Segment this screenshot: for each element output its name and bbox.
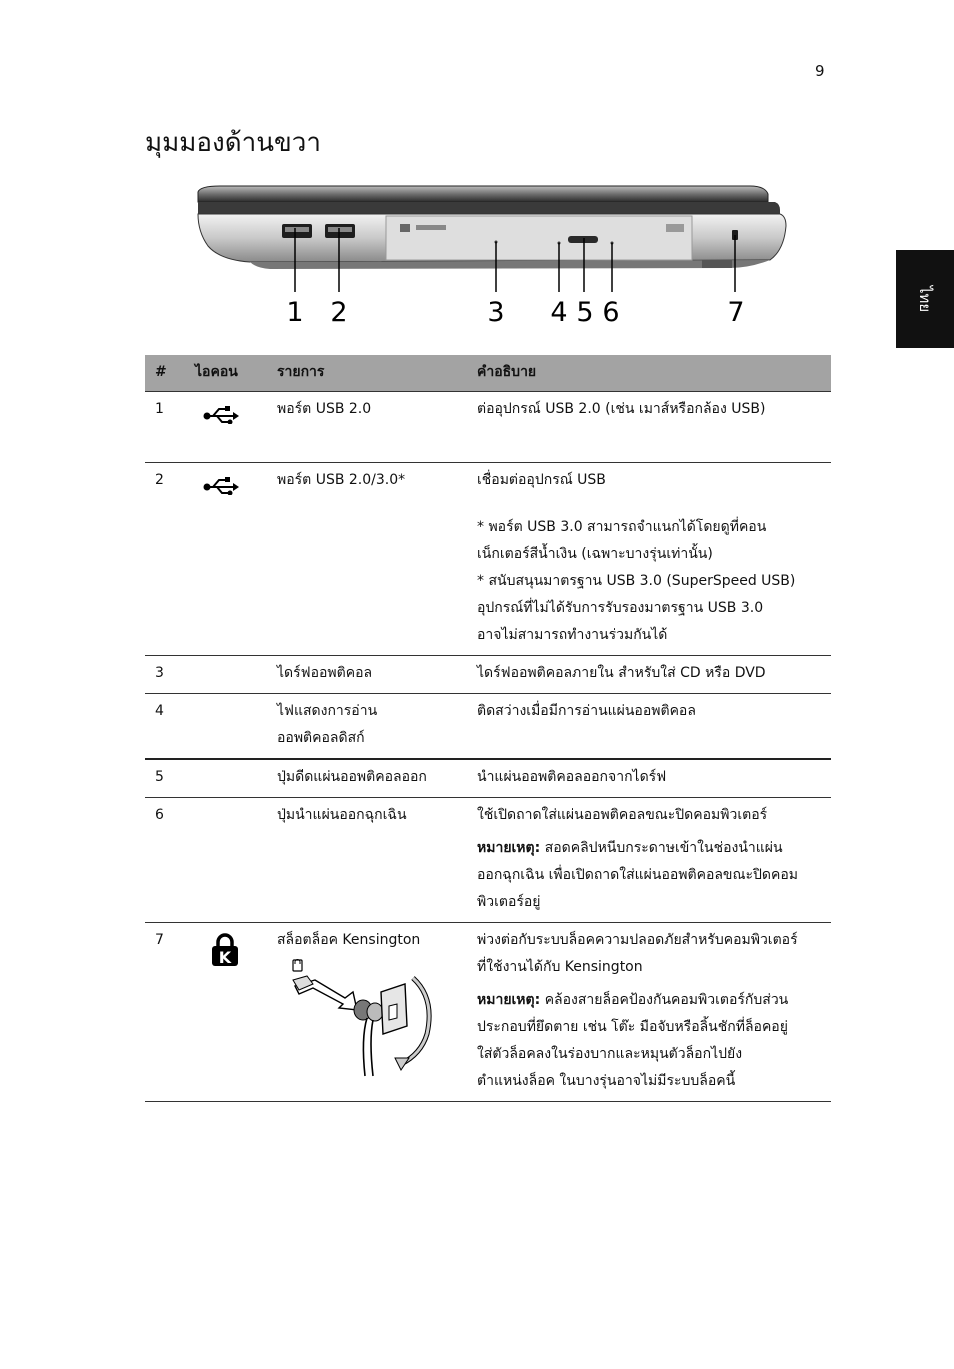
row-description: ที่ใช้งานได้กับ Kensington xyxy=(477,958,643,975)
row-footnote-line: * สนับสนุนมาตรฐาน USB 3.0 (SuperSpeed USB) xyxy=(477,572,796,589)
note-text: ประกอบที่ยึดตาย เช่น โต๊ะ มือจับหรือลิ้นชักที่ล็อคอยู่ xyxy=(477,1018,788,1035)
note-text: คล้องสายล็อคป้องกันคอมพิวเตอร์กับส่วน xyxy=(544,991,789,1008)
header-icon: ไอคอน xyxy=(185,355,267,391)
table-row xyxy=(145,797,831,922)
row-item-line: ออพติคอลดิสก์ xyxy=(277,729,365,746)
row-item: พอร์ต USB 2.0/3.0* xyxy=(267,462,467,655)
row-number: 5 xyxy=(145,759,185,798)
row-item: สล็อตล็อค Kensington xyxy=(277,931,421,948)
note-text: พิวเตอร์อยู่ xyxy=(477,893,541,910)
callout-4: 4 xyxy=(550,297,568,328)
row-number: 7 xyxy=(145,922,185,1101)
callout-7: 7 xyxy=(727,297,745,328)
header-number: # xyxy=(145,355,185,391)
note-text: ออกฉุกเฉิน เพื่อเปิดถาดใส่แผ่นออพติคอลขณะปิดคอม xyxy=(477,866,798,883)
row-footnote-line: * พอร์ต USB 3.0 สามารถจำแนกได้โดยดูที่คอน xyxy=(477,518,767,535)
usb-icon xyxy=(203,475,239,495)
table-row xyxy=(145,759,831,798)
table-row xyxy=(145,391,831,462)
header-description: คำอธิบาย xyxy=(467,355,831,391)
row-item: ปุ่มดีดแผ่นออพติคอลออก xyxy=(267,759,467,798)
kensington-lock-icon xyxy=(211,933,239,967)
row-footnote-line: อุปกรณ์ที่ไม่ได้รับการรับรองมาตรฐาน USB 3.0 xyxy=(477,599,764,616)
table-row xyxy=(145,693,831,759)
laptop-right-side-illustration xyxy=(190,180,790,330)
row-description: พ่วงต่อกับระบบล็อคความปลอดภัยสำหรับคอมพิวเตอร์ xyxy=(477,931,798,948)
kensington-lock-illustration-icon xyxy=(277,958,447,1078)
page-number: 9 xyxy=(815,62,825,80)
row-note xyxy=(477,987,821,1014)
usb-icon xyxy=(203,404,239,424)
callout-3: 3 xyxy=(487,297,505,328)
row-number: 6 xyxy=(145,797,185,922)
row-item: พอร์ต USB 2.0 xyxy=(267,391,467,462)
callout-6: 6 xyxy=(602,297,620,328)
table-row xyxy=(145,655,831,693)
row-description: ใช้เปิดถาดใส่แผ่นออพติคอลขณะปิดคอมพิวเตอร์ xyxy=(477,806,768,823)
row-description: ติดสว่างเมื่อมีการอ่านแผ่นออพติคอล xyxy=(477,702,696,719)
callout-5: 5 xyxy=(576,297,594,328)
row-item: ปุ่มนำแผ่นออกฉุกเฉิน xyxy=(267,797,467,922)
row-number: 4 xyxy=(145,693,185,759)
callout-2: 2 xyxy=(330,297,348,328)
note-label: หมายเหตุ: xyxy=(477,991,541,1008)
note-text: สอดคลิปหนีบกระดาษเข้าในช่องนำแผ่น xyxy=(544,839,783,856)
language-tab-label: ไทย xyxy=(915,285,934,313)
table-row xyxy=(145,462,831,655)
row-footnote-line: เน็กเตอร์สีน้ำเงิน (เฉพาะบางรุ่นเท่านั้น) xyxy=(477,545,713,562)
row-description: เชื่อมต่ออุปกรณ์ USB xyxy=(477,471,606,488)
row-description: ไดร์ฟออพติคอลภายใน สำหรับใส่ CD หรือ DVD xyxy=(477,664,766,681)
note-text: ใส่ตัวล็อคลงในร่องบากและหมุนตัวล็อกไปยัง xyxy=(477,1045,743,1062)
row-item-line: ไฟแสดงการอ่าน xyxy=(277,702,378,719)
row-number: 2 xyxy=(145,462,185,655)
row-number: 3 xyxy=(145,655,185,693)
note-text: ตำแหน่งล็อค ในบางรุ่นอาจไม่มีระบบล็อคนี้ xyxy=(477,1072,736,1089)
language-tab xyxy=(896,250,954,348)
laptop-right-side-figure xyxy=(190,180,790,330)
header-item: รายการ xyxy=(267,355,467,391)
svg-text:K: K xyxy=(218,947,232,967)
ports-table xyxy=(145,355,831,1102)
page-title: มุมมองด้านขวา xyxy=(145,128,321,158)
table-header-row xyxy=(145,355,831,391)
callout-1: 1 xyxy=(286,297,304,328)
row-item: ไดร์ฟออพติคอล xyxy=(267,655,467,693)
row-footnote-line: อาจไม่สามารถทำงานร่วมกันได้ xyxy=(477,626,668,643)
row-description: นำแผ่นออพติคอลออกจากไดร์ฟ xyxy=(477,768,667,785)
row-description: ต่ออุปกรณ์ USB 2.0 (เช่น เมาส์หรือกล้อง USB) xyxy=(477,400,766,417)
row-number: 1 xyxy=(145,391,185,462)
row-note xyxy=(477,835,821,862)
table-row xyxy=(145,922,831,1101)
note-label: หมายเหตุ: xyxy=(477,839,541,856)
